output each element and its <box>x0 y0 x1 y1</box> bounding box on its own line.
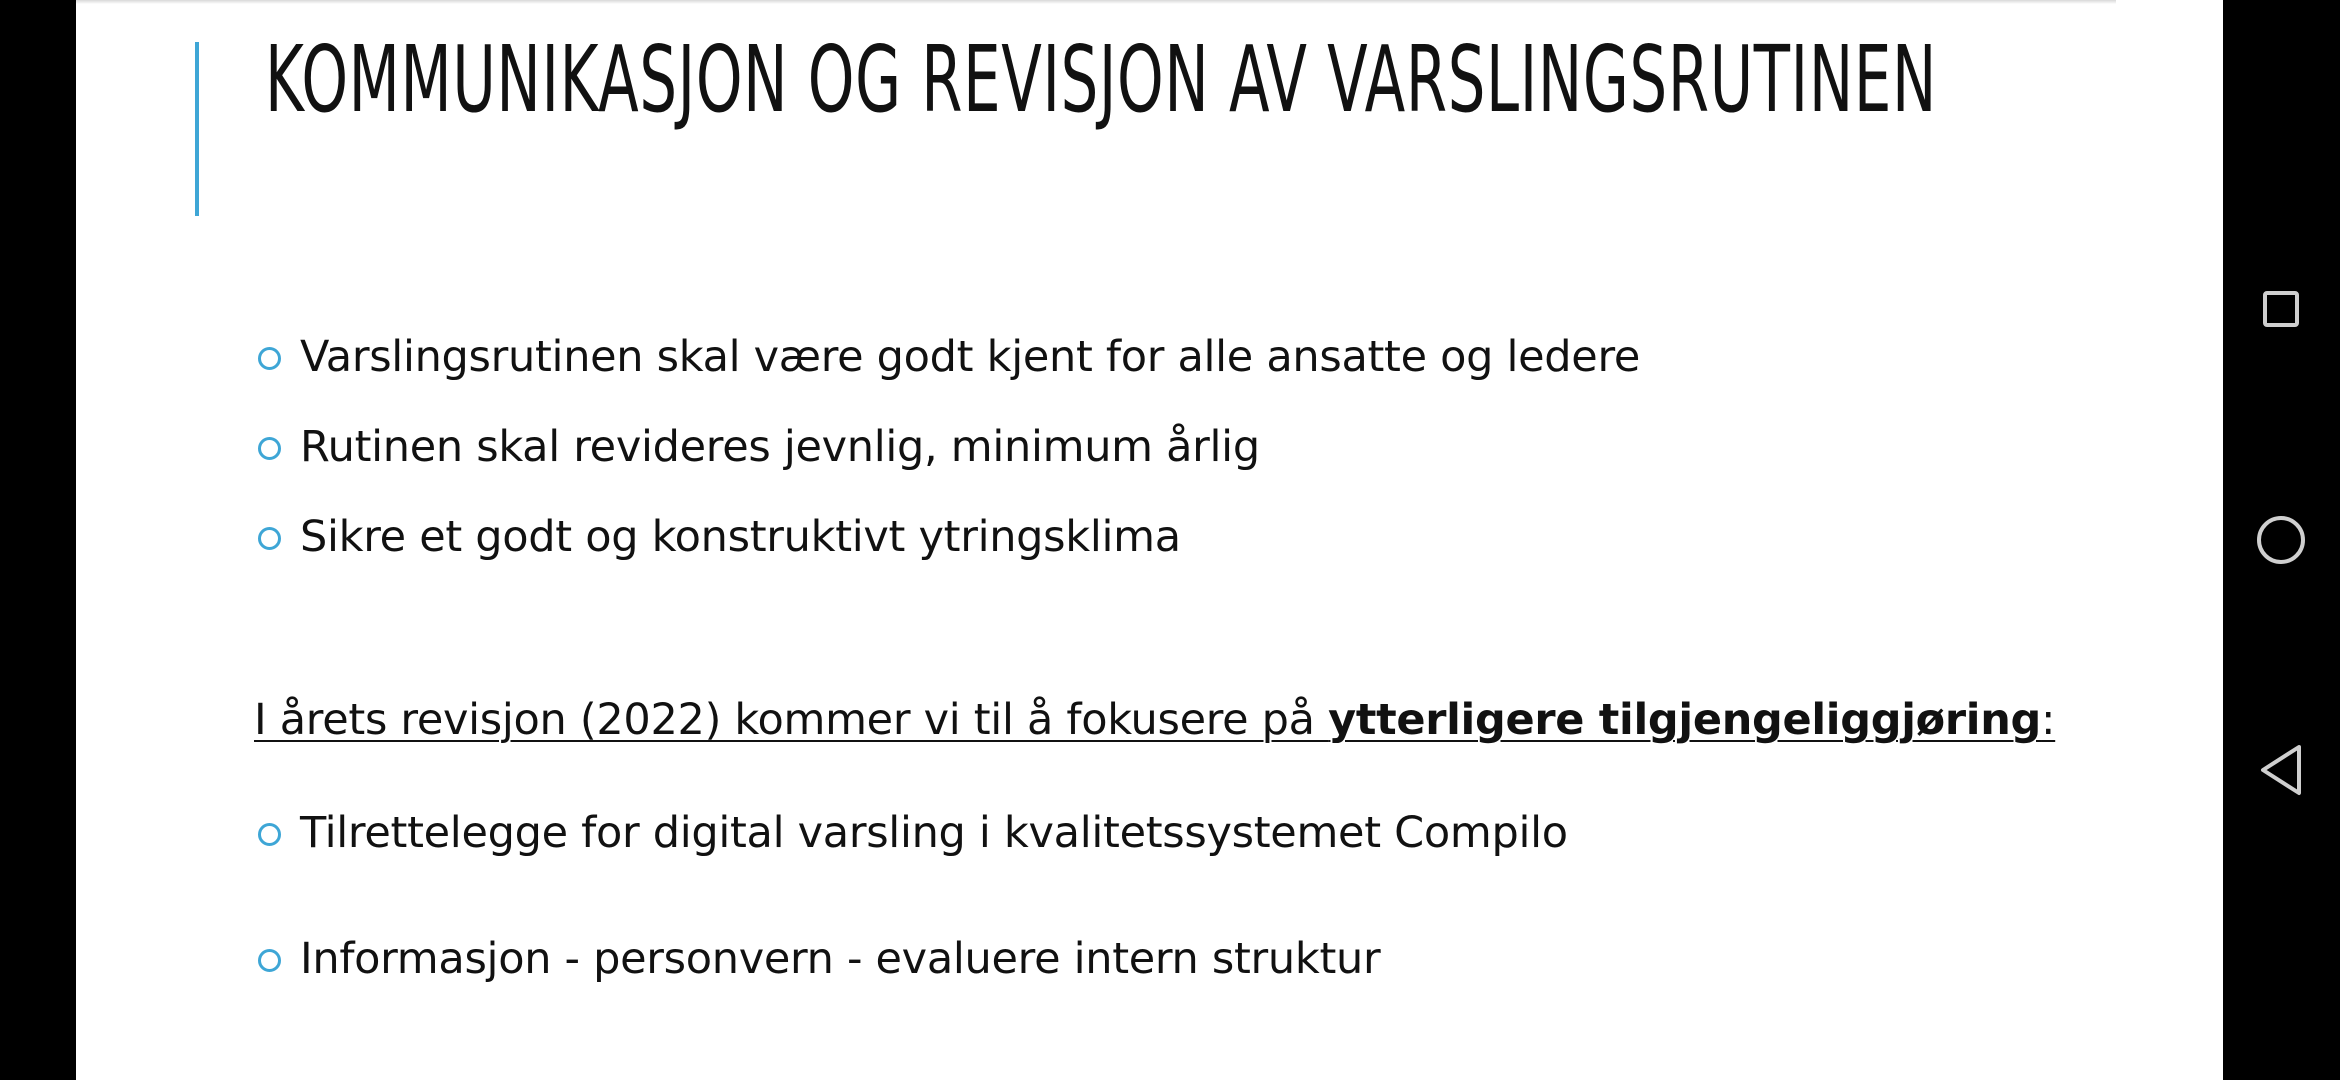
bullet-text: Rutinen skal revideres jevnlig, minimum årlig <box>300 422 1260 472</box>
hollow-circle-bullet-icon <box>256 914 282 1004</box>
home-button[interactable] <box>2245 504 2317 576</box>
presentation-slide[interactable] <box>76 0 2223 1080</box>
title-accent-bar <box>195 42 199 216</box>
bullet-text: Varslingsrutinen skal være godt kjent for alle ansatte og ledere <box>300 332 1641 382</box>
bullet-text: Informasjon - personvern - evaluere intern struktur <box>300 934 1381 984</box>
hollow-circle-bullet-icon <box>256 402 282 492</box>
circle-icon <box>2257 516 2305 564</box>
hollow-circle-bullet-icon <box>256 788 282 878</box>
revision-heading-emphasis: ytterligere tilgjengeliggjøring <box>1328 695 2042 745</box>
triangle-back-icon <box>2257 742 2305 798</box>
back-button[interactable] <box>2245 734 2317 806</box>
system-navigation-bar <box>2223 0 2340 1080</box>
bullet-text: Sikre et godt og konstruktivt ytringsklima <box>300 512 1181 562</box>
revision-heading-suffix: : <box>2041 695 2056 745</box>
bullet-text: Tilrettelegge for digital varsling i kvalitetssystemet Compilo <box>300 808 1568 858</box>
revision-heading <box>254 690 2055 750</box>
recents-button[interactable] <box>2245 273 2317 345</box>
revision-heading-intro: I årets revisjon (2022) kommer vi til å fokusere på <box>254 695 1329 745</box>
square-icon <box>2263 291 2299 327</box>
slide-title: KOMMUNIKASJON OG REVISJON AV VARSLINGSRUTINEN <box>265 26 1938 133</box>
hollow-circle-bullet-icon <box>256 492 282 582</box>
hollow-circle-bullet-icon <box>256 312 282 402</box>
slide-top-shadow <box>76 0 2116 4</box>
